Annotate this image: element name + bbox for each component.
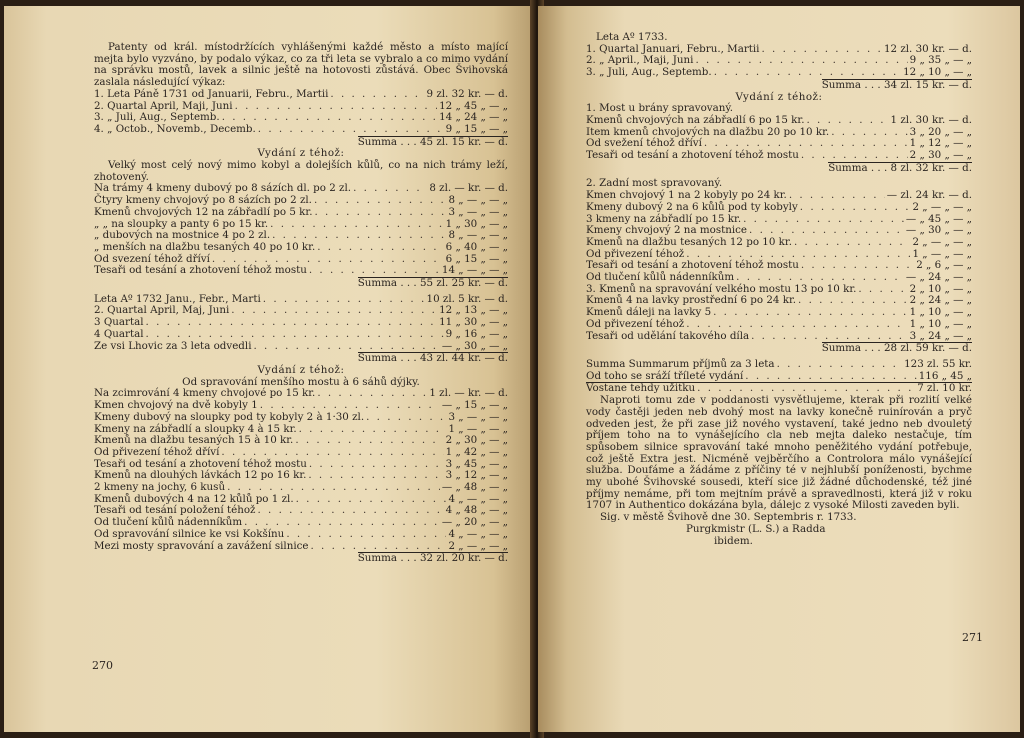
- ledger-value: 12 „ 45 „ — „: [439, 99, 508, 112]
- ledger-row: [586, 115, 972, 127]
- ledger-value: 2 „ — „ — „: [912, 200, 972, 213]
- ledger-label: Kmenů dáleji na lavky 5: [586, 306, 712, 319]
- ledger-value: 2 „ 24 „ — „: [909, 294, 972, 307]
- ledger-label: Kmenů chvojových na zábřadlí 6 po 15 kr.: [586, 113, 805, 126]
- ledger-label: Tesaři od tesání a zhotovení téhož mostu: [94, 457, 307, 470]
- ledger-label: Kmeny na zábřadlí a sloupky 4 à 15 kr.: [94, 422, 297, 435]
- leader-dots: [309, 265, 440, 277]
- summa-row: [586, 162, 972, 175]
- leader-dots: [794, 237, 911, 249]
- expenses-1-list: [94, 183, 508, 277]
- summary-list: [586, 359, 972, 395]
- ledger-label: Od tlučení kůlů nádenníkům: [586, 271, 735, 284]
- leader-dots: [761, 44, 881, 56]
- ledger-label: 1. Quartal Januari, Febru., Martii: [586, 42, 760, 55]
- ledger-label: Kmen chvojový na dvě kobyly 1: [94, 399, 258, 412]
- leader-dots: [231, 305, 437, 317]
- leader-dots: [713, 307, 908, 319]
- ledger-row: [586, 67, 972, 79]
- ledger-label: Kmeny dubový 2 na 6 kůlů pod ty kobyly: [586, 200, 798, 213]
- summa-value: Summa . . . 43 zl. 44 kr. — d.: [357, 352, 508, 365]
- ledger-row: [586, 202, 972, 214]
- ledger-value: 8 „ — „ — „: [448, 229, 508, 242]
- ledger-value: 11 „ 30 „ — „: [439, 316, 508, 329]
- income-1731-list: [94, 89, 508, 136]
- ledger-value: — „ 30 „ — „: [441, 339, 508, 352]
- ledger-value: 6 „ 40 „ — „: [445, 240, 508, 253]
- ledger-label: 3. „ Juli, Aug., Septemb.: [94, 111, 220, 124]
- leader-dots: [254, 341, 440, 353]
- summa-value: Summa . . . 28 zl. 59 kr. — d.: [821, 342, 972, 355]
- leader-dots: [227, 482, 440, 494]
- leader-dots: [695, 55, 907, 67]
- ledger-label: 1. Leta Páně 1731 od Januarii, Febru., Martii: [94, 87, 329, 100]
- ledger-value: 1 „ — „ — „: [912, 247, 972, 260]
- leader-dots: [311, 541, 447, 553]
- ledger-row: [94, 124, 508, 136]
- ledger-row: [586, 331, 972, 343]
- ledger-row: [94, 207, 508, 219]
- ledger-label: „ „ na sloupky a panty 6 po 15 kr.: [94, 217, 269, 230]
- summa-row: [94, 277, 508, 290]
- ledger-value: 4 „ — „ — „: [448, 492, 508, 505]
- ledger-row: [586, 319, 972, 331]
- ledger-row: [586, 359, 972, 371]
- ledger-value: 14 „ 24 „ — „: [439, 111, 508, 124]
- ledger-label: Kmenů dubových 4 na 12 kůlů po 1 zl.: [94, 492, 294, 505]
- ledger-value: 8 zl. — kr. — d.: [429, 182, 508, 195]
- summa-row: [586, 342, 972, 355]
- ledger-value: 3 „ 45 „ — „: [445, 457, 508, 470]
- ledger-value: 1 „ 10 „ — „: [909, 306, 972, 319]
- leader-dots: [270, 219, 444, 231]
- ledger-label: 2. „ April., Maji, Juni: [586, 54, 694, 67]
- ledger-label: Kmenů na dlažbu tesaných 12 po 10 kr.: [586, 235, 792, 248]
- leader-dots: [777, 359, 903, 371]
- leader-dots: [221, 447, 443, 459]
- leader-dots: [751, 331, 908, 343]
- ledger-label: Na trámy 4 kmeny dubový po 8 sázích dl. po 2 zl.: [94, 182, 352, 195]
- ledger-value: 2 „ 10 „ — „: [909, 282, 972, 295]
- ledger-row: [586, 371, 972, 383]
- income-1733-heading: Leta Aº 1733.: [596, 31, 668, 43]
- summa-value: Summa . . . 45 zl. 15 kr. — d.: [357, 135, 508, 148]
- ledger-label: 2. Quartal April, Maj, Juni: [94, 304, 230, 317]
- leader-dots: [308, 470, 443, 482]
- ledger-label: Tesaři od tesání položení téhož: [94, 504, 256, 517]
- leader-dots: [745, 371, 916, 383]
- expense-heading: Vydání z téhož:: [257, 363, 345, 376]
- expense-intro: Od spravování menšího mostu à 6 sáhů dýjky.: [182, 375, 420, 388]
- leader-dots: [330, 89, 424, 101]
- ledger-value: 3 „ 20 „ — „: [909, 125, 972, 138]
- ledger-label: Ze vsi Lhovic za 3 leta odvedli: [94, 339, 252, 352]
- ledger-value: 9 zl. 32 kr. — d.: [426, 87, 508, 100]
- leader-dots: [146, 329, 444, 341]
- section-1-list: [586, 115, 972, 162]
- leader-dots: [743, 214, 904, 226]
- ledger-row: [94, 447, 508, 459]
- ledger-label: Kmen chvojový 1 na 2 kobyly po 24 kr.: [586, 189, 787, 202]
- intro-paragraph: Patenty od král. místodržících vyhlášenými každé město a místo mající mejta bylo vyzváno, by podalo výkaz, co za tři leta se vybralo a co mimo vydání na správku mostů, lavek a silnic ještě na hotovosti zůstává. Obec Švihovská zaslala následující výkaz:: [94, 41, 508, 89]
- expense-intro: Velký most celý nový mimo kobyl a dolejších kůlů, co na nich trámy leží, zhotovený.: [94, 159, 508, 183]
- summa-value: Summa . . . 34 zl. 15 kr. — d.: [821, 78, 972, 91]
- ledger-value: 10 zl. 5 kr. — d.: [426, 292, 508, 305]
- ledger-value: 123 zl. 55 kr.: [904, 357, 972, 370]
- ledger-value: 9 „ 15 „ — „: [445, 122, 508, 135]
- ledger-row: [94, 529, 508, 541]
- leader-dots: [299, 424, 447, 436]
- summa-row: [94, 552, 508, 565]
- ledger-value: 2 „ 30 „ — „: [909, 149, 972, 162]
- leader-dots: [789, 190, 885, 202]
- ledger-label: Od tlučení kůlů nádenníkům: [94, 516, 243, 529]
- ledger-label: Tesaři od tesání a zhotovení téhož mostu: [586, 259, 799, 272]
- ledger-label: Kmenů na dlouhých lávkách 12 po 16 kr.: [94, 469, 307, 482]
- expenses-2-list: [94, 388, 508, 552]
- page-number: 271: [962, 631, 983, 644]
- ledger-value: 12 „ 10 „ — „: [903, 66, 972, 79]
- ledger-value: 1 zl. — kr. — d.: [429, 387, 508, 400]
- leader-dots: [257, 505, 443, 517]
- ledger-value: 2 „ 6 „ — „: [916, 259, 972, 272]
- expense-heading: Vydání z téhož:: [257, 147, 345, 160]
- leader-dots: [714, 67, 901, 79]
- leader-dots: [686, 319, 907, 331]
- ledger-label: 4 Quartal: [94, 327, 144, 340]
- ledger-value: — „ 30 „ — „: [905, 224, 972, 237]
- expense-heading: Vydání z téhož:: [735, 90, 823, 103]
- ledger-value: 2 „ — „ — „: [448, 539, 508, 552]
- ledger-row: [586, 150, 972, 162]
- leader-dots: [314, 207, 446, 219]
- page-number: 270: [92, 659, 113, 672]
- leader-dots: [736, 272, 904, 284]
- signature-line-2: ibidem.: [714, 534, 753, 547]
- ledger-row: [586, 272, 972, 284]
- closing-paragraph: Naproti tomu zde v poddanosti vysvětlujeme, kterak při rozlití velké vody častěji jeden neb dvohý most na lavky konečně ruinírován a pryč odveden jest, že při zase již nového vystavení, také jedno neb dvouletý příjem toho na to vynášejícího cla neb mejta daleko nestačuje, tím spůsobem silnice spravování také mnoho peněžitého vydání potřebuje, což ještě Extra jest. Nicméně vejběrčího a Controlora málo vynášející služba. Doufáme a žádáme z příčiny té v nejhlubší poníženosti, bychme my ubohé Švihovské sousedi, kteří sice již žádné důchodenské, též jiné příjmy nemáme, při tom mejtním právě a spravedlnosti, která již v roku 1707 in Authentico dokázána byla, dálejc z vysoké Milosti zaveden byli.: [586, 394, 972, 512]
- ledger-label: Od přivezení téhož: [586, 317, 685, 330]
- income-1732-list: [94, 294, 508, 353]
- ledger-value: — „ 45 „ — „: [905, 212, 972, 225]
- ledger-label: 3. Kmenů na spravování velkého mostu 13 po 10 kr.: [586, 282, 857, 295]
- ledger-label: Summa Summarum příjmů za 3 leta: [586, 357, 775, 370]
- ledger-value: 4 „ 48 „ — „: [445, 504, 508, 517]
- ledger-value: 14 „ — „ — „: [441, 264, 508, 277]
- leader-dots: [146, 317, 438, 329]
- ledger-row: [94, 412, 508, 424]
- leader-dots: [317, 388, 427, 400]
- ledger-value: 3 „ — „ — „: [448, 205, 508, 218]
- ledger-value: 1 „ 30 „ — „: [445, 217, 508, 230]
- ledger-value: 2 „ 30 „ — „: [445, 434, 508, 447]
- leader-dots: [286, 529, 446, 541]
- income-1733-list: [586, 44, 972, 79]
- section-2-title: 2. Zadní most spravovaný.: [586, 177, 723, 190]
- ledger-label: Od spravování silnice ke vsi Kokšínu: [94, 527, 285, 540]
- ledger-label: Kmenů na dlažbu tesaných 15 à 10 kr.: [94, 434, 294, 447]
- ledger-label: Item kmenů chvojových na dlažbu 20 po 10 kr.: [586, 125, 830, 138]
- ledger-value: 4 „ — „ — „: [448, 527, 508, 540]
- leader-dots: [353, 183, 427, 195]
- ledger-value: 3 „ — „ — „: [448, 410, 508, 423]
- section-2-list: [586, 190, 972, 342]
- ledger-value: 1 „ 10 „ — „: [909, 317, 972, 330]
- ledger-label: „ dubových na mostnice 4 po 2 zl.: [94, 229, 271, 242]
- ledger-value: 6 „ 15 „ — „: [445, 252, 508, 265]
- ledger-value: 1 „ — „ — „: [448, 422, 508, 435]
- leader-dots: [806, 115, 888, 127]
- summa-value: Summa . . . 55 zl. 25 kr. — d.: [357, 277, 508, 290]
- ledger-label: 4. „ Octob., Novemb., Decemb.: [94, 122, 256, 135]
- ledger-value: 3 „ 24 „ — „: [909, 329, 972, 342]
- ledger-value: 12 zl. 30 kr. — d.: [883, 42, 972, 55]
- leader-dots: [263, 294, 425, 306]
- leader-dots: [801, 150, 908, 162]
- ledger-row: [94, 541, 508, 553]
- ledger-label: Kmeny chvojový 2 na mostnice: [586, 224, 748, 237]
- ledger-label: 3 kmeny na zábřadlí po 15 kr.: [586, 212, 742, 225]
- ledger-label: Čtyry kmeny chvojový po 8 sázích po 2 zl.: [94, 194, 312, 207]
- summa-row: [586, 79, 972, 92]
- ledger-row: [94, 89, 508, 101]
- ledger-value: 3 „ 12 „ — „: [445, 469, 508, 482]
- ledger-label: Tesaři od tesání a zhotovení téhož mostu: [586, 149, 799, 162]
- ledger-label: Kmeny dubový na sloupky pod ty kobyly 2 à 1·30 zl.: [94, 410, 365, 423]
- ledger-value: 1 zl. 30 kr. — d.: [890, 113, 972, 126]
- leader-dots: [801, 260, 914, 272]
- ledger-value: 7 zl. 10 kr.: [917, 382, 972, 395]
- ledger-label: Od svežení téhož dříví: [586, 137, 702, 150]
- ledger-row: [94, 242, 508, 254]
- ledger-label: Od svezení téhož dříví: [94, 252, 210, 265]
- ledger-value: 1 „ 12 „ — „: [909, 137, 972, 150]
- leader-dots: [314, 195, 447, 207]
- ledger-row: [94, 341, 508, 353]
- leader-dots: [317, 242, 443, 254]
- ledger-value: — „ 48 „ — „: [441, 481, 508, 494]
- ledger-label: 3. „ Juli, Aug., Septemb.: [586, 66, 712, 79]
- section-1-title: 1. Most u brány spravovaný.: [586, 102, 734, 115]
- ledger-label: Kmenů chvojových 12 na zábřadlí po 5 kr.: [94, 205, 313, 218]
- ledger-label: Vostane tehdy užitku: [586, 382, 696, 395]
- ledger-value: 12 „ 13 „ — „: [439, 304, 508, 317]
- leader-dots: [858, 284, 907, 296]
- leader-dots: [295, 435, 443, 447]
- ledger-value: 1 „ 42 „ — „: [445, 445, 508, 458]
- signature-date: Sig. v městě Švihově dne 30. Septembris r. 1733.: [600, 511, 857, 524]
- ledger-label: Kmenů 4 na lavky prostřední 6 po 24 kr.: [586, 294, 797, 307]
- ledger-value: — „ 20 „ — „: [441, 516, 508, 529]
- ledger-label: Mezi mosty spravování a zavážení silnice: [94, 539, 309, 552]
- leader-dots: [831, 127, 907, 139]
- ledger-label: „ menších na dlažbu tesaných 40 po 10 kr.: [94, 240, 316, 253]
- ledger-label: Tesaři od tesání a zhotovení téhož mostu: [94, 264, 307, 277]
- summa-value: Summa . . . 8 zl. 32 kr. — d.: [828, 161, 972, 174]
- ledger-value: 9 „ 35 „ — „: [909, 54, 972, 67]
- leader-dots: [235, 101, 438, 113]
- ledger-label: Na zcimrování 4 kmeny chvojové po 15 kr.: [94, 387, 316, 400]
- ledger-label: Leta Aº 1732 Janu., Febr., Marti: [94, 292, 261, 305]
- ledger-row: [94, 482, 508, 494]
- ledger-value: 9 „ 16 „ — „: [445, 327, 508, 340]
- ledger-label: Tesaři od udělání takového díla: [586, 329, 750, 342]
- leader-dots: [309, 459, 444, 471]
- ledger-label: Od toho se sráží tříleté vydání: [586, 369, 744, 382]
- ledger-value: — zl. 24 kr. — d.: [886, 189, 972, 202]
- ledger-value: 8 „ — „ — „: [448, 194, 508, 207]
- leader-dots: [258, 124, 444, 136]
- leader-dots: [800, 202, 911, 214]
- leader-dots: [798, 295, 908, 307]
- right-page: [538, 6, 1020, 732]
- ledger-label: 2 kmeny na jochy, 6 kusů: [94, 481, 226, 494]
- ledger-row: [94, 329, 508, 341]
- ledger-label: Od přivezení téhož dříví: [94, 445, 220, 458]
- leader-dots: [296, 494, 447, 506]
- ledger-value: 116 „ 45 „: [918, 369, 972, 382]
- ledger-row: [94, 265, 508, 277]
- summa-value: Summa . . . 32 zl. 20 kr. — d.: [357, 552, 508, 565]
- ledger-label: Od přivezení téhož: [586, 247, 685, 260]
- ledger-row: [586, 237, 972, 249]
- signature-line-1: Purgkmistr (L. S.) a Radda: [686, 522, 826, 535]
- ledger-value: 2 „ — „ — „: [912, 235, 972, 248]
- ledger-value: — „ 15 „ — „: [441, 399, 508, 412]
- left-page: [4, 6, 536, 732]
- ledger-label: 3 Quartal: [94, 316, 144, 329]
- ledger-value: — „ 24 „ — „: [905, 271, 972, 284]
- ledger-label: 2. Quartal April, Maji, Juni: [94, 99, 233, 112]
- leader-dots: [366, 412, 446, 424]
